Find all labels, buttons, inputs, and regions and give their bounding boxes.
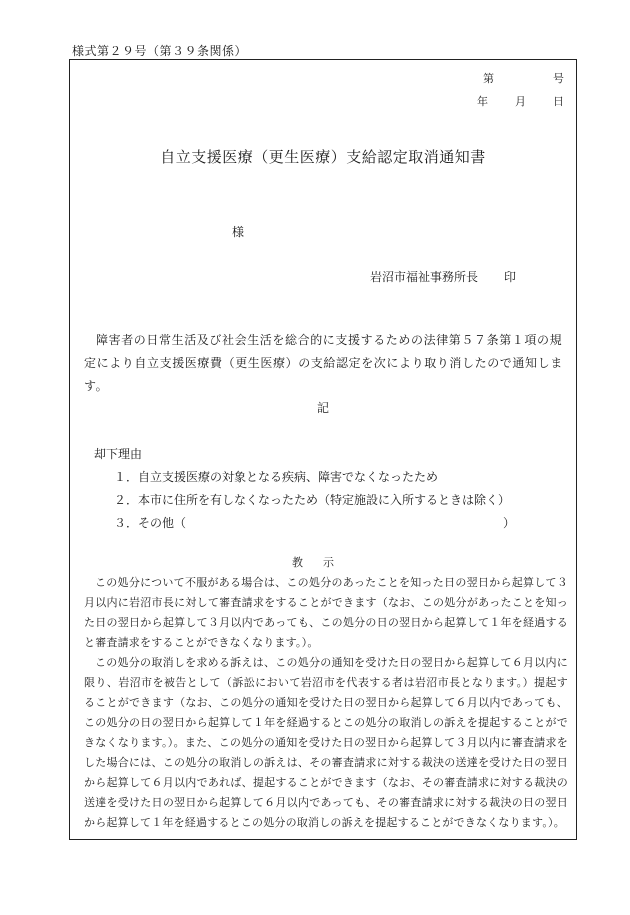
- number-prefix: 第: [483, 72, 494, 85]
- seal-mark: 印: [504, 270, 517, 284]
- ki-heading: 記: [316, 401, 329, 415]
- reasons-heading: 却下理由: [94, 447, 143, 461]
- document-date-line: [477, 93, 564, 109]
- reason-item-1: １．自立支援医療の対象となる疾病、障害でなくなったため: [114, 470, 439, 484]
- document-number-line: [483, 70, 564, 86]
- form-number: 様式第２９号（第３９条関係）: [72, 44, 248, 58]
- issuer-line: [370, 268, 516, 285]
- date-month: 月: [515, 95, 526, 108]
- notice-paragraph-1: [84, 573, 568, 653]
- date-year: 年: [477, 95, 488, 108]
- number-suffix: 号: [553, 72, 564, 85]
- reason-item-2: ２．本市に住所を有しなくなったため（特定施設に入所するときは除く）: [114, 493, 511, 507]
- notice-paragraph-2-text: この処分の取消しを求める訴えは、この処分の通知を受けた日の翌日から起算して６月以内に限り、岩沼市を被告として（訴訟において岩沼市を代表する者は岩沼市長となります。）提起することができます（なお、この処分の通知を受けた日の翌日から起算して６月以内であっても、この処分の日の翌日から起算して１年を経過するとこの処分の取消しの訴えを提起することができなくなります。）。また、この処分の通知を受けた日の翌日から起算して３月以内に審査請求をした場合には、この処分の取消しの訴えは、その審査請求に対する裁決の送達を受けた日の翌日から起算して６月以内であれば、提起することができます（なお、その審査請求に対する裁決の送達を受けた日の翌日から起算して６月以内であっても、その審査請求に対する裁決の日の翌日から起算して１年を経過するとこの処分の取消しの訴えを提起することができなくなります。）。: [84, 656, 568, 829]
- reason-other-close: ）: [503, 516, 516, 530]
- issuer-name: 岩沼市福祉事務所長: [370, 270, 479, 284]
- reason-item-3: [114, 514, 516, 531]
- document-frame: [69, 59, 577, 840]
- document-title: 自立支援医療（更生医療）支給認定取消通知書: [160, 148, 486, 166]
- body-text: 障害者の日常生活及び社会生活を総合的に支援するための法律第５７条第１項の規定により自立支援医療費（更生医療）の支給認定を次により取り消したので通知します。: [84, 333, 563, 393]
- recipient-suffix: 様: [232, 225, 245, 239]
- date-day: 日: [553, 95, 564, 108]
- reason-item-3-label: ３．その他（: [114, 516, 187, 530]
- notice-paragraph-2: [84, 653, 568, 833]
- notice-paragraph-1-text: この処分について不服がある場合は、この処分のあったことを知った日の翌日から起算して３月以内に岩沼市長に対して審査請求をすることができます（なお、この処分があったことを知った日の翌日から起算して３月以内であっても、この処分の日の翌日から起算して１年を経過すると審査請求をすることができなくなります。）。: [84, 576, 568, 649]
- notice-heading: 教示: [292, 556, 354, 569]
